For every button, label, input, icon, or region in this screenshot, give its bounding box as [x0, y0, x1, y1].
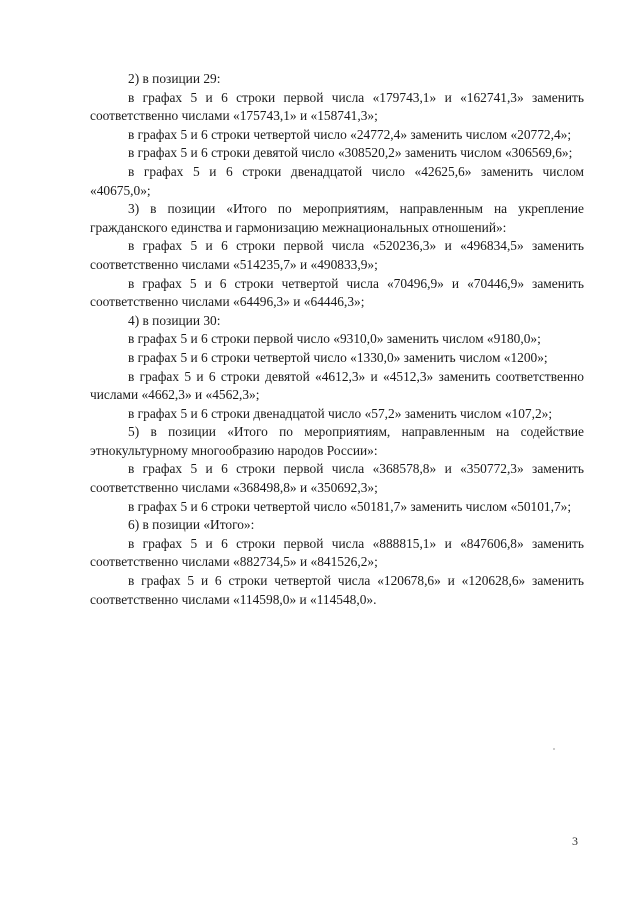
paragraph-item-6-heading: 6) в позиции «Итого»:	[128, 517, 255, 533]
paragraph-row4-change: в графах 5 и 6 строки четвертой число «50181,7» заменить числом «50101,7»;	[128, 498, 572, 514]
paragraph-item-4-heading: 4) в позиции 30:	[128, 312, 221, 328]
paragraph-row12-change: в графах 5 и 6 строки двенадцатой число «57,2» заменить числом «107,2»;	[128, 405, 553, 421]
paragraph-row12-change: в графах 5 и 6 строки двенадцатой число «42625,6» заменить числом «40675,0»;	[90, 163, 584, 198]
document-body	[90, 70, 584, 609]
paragraph-row4-change: в графах 5 и 6 строки четвертой число «1330,0» заменить числом «1200»;	[128, 349, 548, 365]
paragraph-item-5-heading: 5) в позиции «Итого по мероприятиям, направленным на содействие этнокультурному многообразию народов России»:	[90, 424, 584, 458]
paragraph-row9-change: в графах 5 и 6 строки девятой «4612,3» и «4512,3» заменить соответственно числами «4662,3» и «4562,3»;	[90, 368, 584, 403]
paragraph-row1-change: в графах 5 и 6 строки первой число «9310,0» заменить числом «9180,0»;	[128, 331, 541, 347]
paragraph-row4-change: в графах 5 и 6 строки четвертой числа «70496,9» и «70446,9» заменить соответственно числами «64496,3» и «64446,3»;	[90, 275, 584, 310]
paragraph-item-3-heading: 3) в позиции «Итого по мероприятиям, направленным на укрепление гражданского единства и гармонизацию межнациональных отношений»:	[90, 201, 584, 235]
paragraph-item-2-heading: 2) в позиции 29:	[128, 71, 221, 86]
paragraph-row1-change: в графах 5 и 6 строки первой числа «888815,1» и «847606,8» заменить соответственно числами «882734,5» и «841526,2»;	[90, 535, 584, 570]
paragraph-row1-change: в графах 5 и 6 строки первой числа «179743,1» и «162741,3» заменить соответственно числами «175743,1» и «158741,3»;	[90, 89, 584, 124]
paragraph-row1-change: в графах 5 и 6 строки первой числа «520236,3» и «496834,5» заменить соответственно числами «514235,7» и «490833,9»;	[90, 238, 584, 272]
paragraph-row1-change: в графах 5 и 6 строки первой числа «368578,8» и «350772,3» заменить соответственно числами «368498,8» и «350692,3»;	[90, 461, 584, 496]
paragraph-row4-change: в графах 5 и 6 строки четвертой числа «120678,6» и «120628,6» заменить соответственно числами «114598,0» и «114548,0».	[90, 573, 584, 607]
paragraph-row9-change: в графах 5 и 6 строки девятой число «308520,2» заменить числом «306569,6»;	[128, 145, 573, 161]
scan-speck	[553, 748, 555, 750]
paragraph-row4-change: в графах 5 и 6 строки четвертой число «24772,4» заменить числом «20772,4»;	[128, 126, 572, 142]
page-number: 3	[572, 834, 578, 848]
